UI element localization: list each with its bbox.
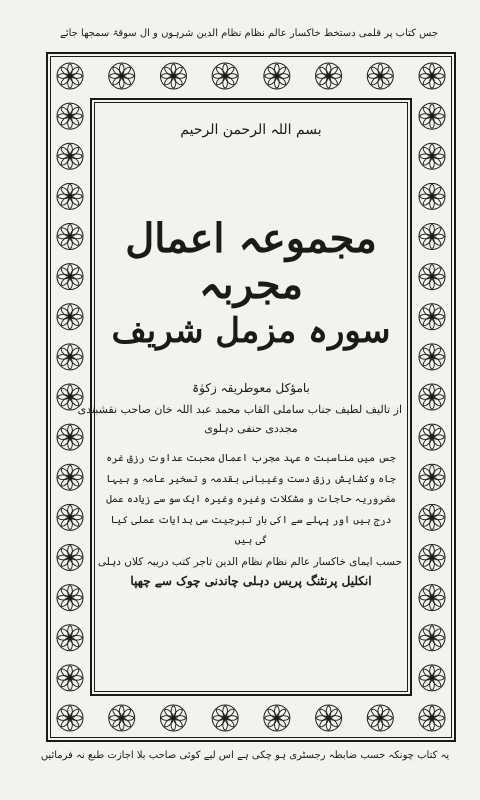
rosette-ornament	[316, 63, 342, 89]
rosette-ornament	[57, 464, 83, 490]
rosette-ornament	[57, 625, 83, 651]
author-line-2: مجددی حنفی دہلوی	[204, 422, 298, 436]
footer-note: یہ کتاب چونکہ حسب ضابطہ رجسٹری ہو چکی ہے اس لیے کوئی صاحب بلا اجازت طبع نہ فرمائیں	[40, 750, 450, 761]
main-title: مجموعہ اعمال مجربہ	[125, 215, 377, 308]
rosette-ornament	[419, 705, 445, 731]
rosette-ornament	[57, 705, 83, 731]
bismillah: بسم اللہ الرحمن الرحیم	[180, 122, 322, 138]
rosette-ornament	[57, 504, 83, 530]
rosette-ornament	[419, 424, 445, 450]
rosette-ornament	[57, 63, 83, 89]
rosette-ornament	[419, 384, 445, 410]
rosette-ornament	[419, 103, 445, 129]
rosette-ornament	[264, 705, 290, 731]
rosette-ornament	[57, 585, 83, 611]
subtitle-line: بامؤکل معوطریقہ زکوٰۃ	[192, 381, 310, 396]
rosette-ornament	[419, 264, 445, 290]
sub-title: سورہ مزمل شریف	[111, 311, 391, 351]
rosette-ornament	[419, 585, 445, 611]
rosette-ornament	[57, 264, 83, 290]
rosette-ornament	[367, 705, 393, 731]
rosette-ornament	[419, 504, 445, 530]
rosette-ornament	[57, 183, 83, 209]
rosette-ornament	[57, 545, 83, 571]
rosette-ornament	[57, 103, 83, 129]
rosette-ornament	[419, 63, 445, 89]
rosette-ornament	[57, 424, 83, 450]
press-line: انکلیل پرنٹنگ پریس دہلی چاندنی چوک سے چھپا	[130, 573, 372, 588]
rosette-ornament	[212, 705, 238, 731]
rosette-ornament	[109, 705, 135, 731]
rosette-ornament	[57, 665, 83, 691]
rosette-ornament	[419, 464, 445, 490]
rosette-ornament	[57, 224, 83, 250]
header-note: جس کتاب پر قلمی دستخط خاکسار عالم نظام نظام الدین شرہوں و ال سوقۃ سمجھا جائے	[59, 28, 439, 39]
rosette-ornament	[419, 183, 445, 209]
rosette-ornament	[160, 705, 186, 731]
rosette-ornament	[212, 63, 238, 89]
rosette-ornament	[316, 705, 342, 731]
rosette-ornament	[419, 545, 445, 571]
rosette-ornament	[109, 63, 135, 89]
rosette-ornament	[57, 304, 83, 330]
description: جس میں مناسبت ہ عہد مجرب اعمال محبت عداوت رزق غرہ جاہ وکشایش رزق دست وغیبانی بقدمہ و تسخیر عامہ و ہیہا مضروریہ حاجات و مشکلات وغیرہ وغیرہ ایک سو سے زیادہ عمل درج ہیں اور پہلے سے اکی بار تبرجیت سی ہدایات عملی کیا گی ہیں	[106, 453, 396, 547]
rosette-ornament	[419, 143, 445, 169]
rosette-ornament	[160, 63, 186, 89]
publisher-line: حسب ایمای خاکسار عالم نظام نظام الدین تاجر کتب دریبہ کلاں دہلی	[97, 555, 402, 568]
author-line: از تالیف لطیف جناب ساملی القاب محمد عبد اللہ خان صاحب نقشبندی	[77, 403, 402, 417]
rosette-ornament	[419, 344, 445, 370]
rosette-ornament	[264, 63, 290, 89]
rosette-ornament	[57, 143, 83, 169]
rosette-ornament	[419, 665, 445, 691]
rosette-ornament	[419, 625, 445, 651]
title-page-content	[77, 108, 402, 686]
rosette-ornament	[419, 224, 445, 250]
rosette-ornament	[367, 63, 393, 89]
rosette-ornament	[419, 304, 445, 330]
rosette-ornament	[57, 344, 83, 370]
